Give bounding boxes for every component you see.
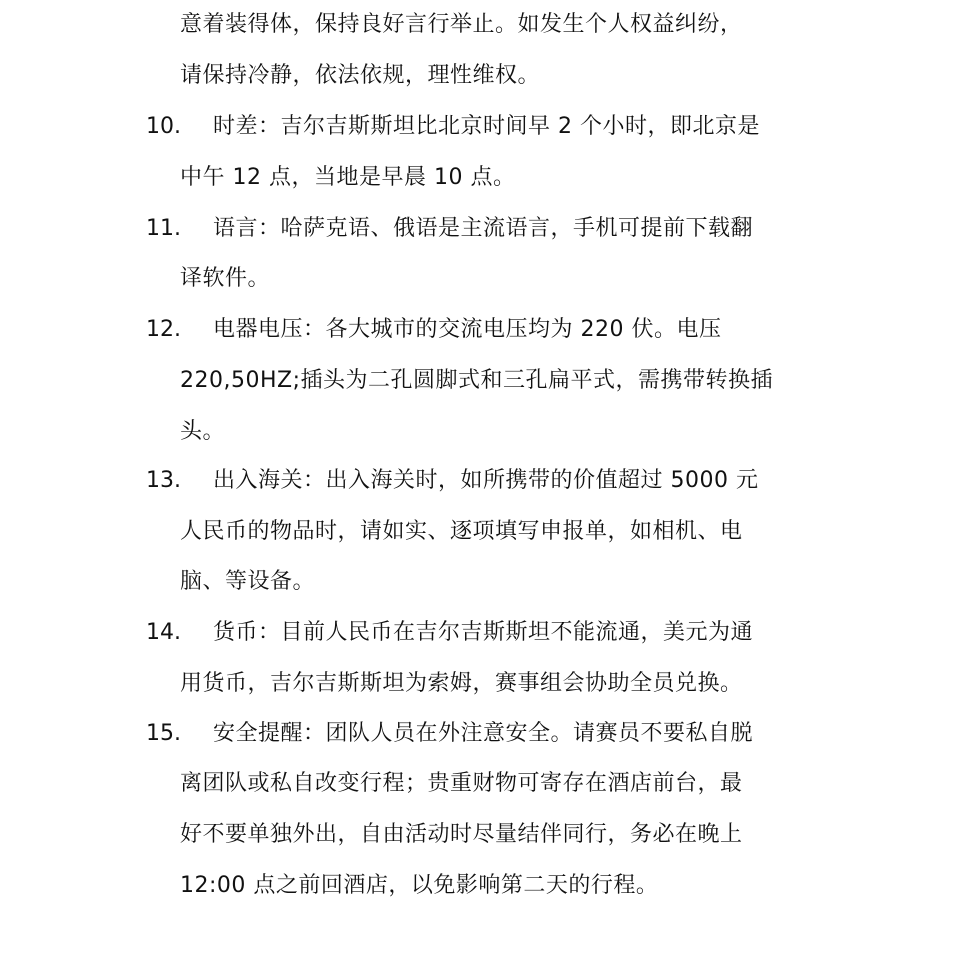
item-text-line: 出入海关：出入海关时，如所携带的价值超过 5000 元 [213, 468, 759, 493]
item-number: 15. [146, 721, 181, 746]
item-text-line: 好不要单独外出，自由活动时尽量结伴同行，务必在晚上 [180, 822, 743, 847]
item-number: 11. [146, 216, 181, 241]
continuation-line: 请保持冷静，依法依规，理性维权。 [180, 63, 541, 88]
item-text-line: 译软件。 [180, 266, 271, 291]
item-text-line: 220,50HZ;插头为二孔圆脚式和三孔扁平式，需携带转换插 [180, 368, 774, 393]
continuation-line: 意着装得体，保持良好言行举止。如发生个人权益纠纷， [180, 12, 743, 37]
item-text-line: 脑、等设备。 [180, 569, 316, 594]
item-text-line: 12:00 点之前回酒店，以免影响第二天的行程。 [180, 873, 659, 898]
item-text-line: 用货币，吉尔吉斯斯坦为索姆，赛事组会协助全员兑换。 [180, 671, 743, 696]
item-number: 14. [146, 620, 181, 645]
item-text-line: 电器电压：各大城市的交流电压均为 220 伏。电压 [213, 317, 722, 342]
item-text-line: 中午 12 点，当地是早晨 10 点。 [180, 165, 516, 190]
item-text-line: 安全提醒：团队人员在外注意安全。请赛员不要私自脱 [213, 721, 754, 746]
item-text-line: 时差：吉尔吉斯斯坦比北京时间早 2 个小时，即北京是 [213, 114, 760, 139]
item-text-line: 人民币的物品时，请如实、逐项填写申报单，如相机、电 [180, 519, 743, 544]
item-number: 10. [146, 114, 181, 139]
item-number: 13. [146, 468, 181, 493]
item-text-line: 语言：哈萨克语、俄语是主流语言，手机可提前下载翻 [213, 216, 754, 241]
item-number: 12. [146, 317, 181, 342]
item-text-line: 离团队或私自改变行程；贵重财物可寄存在酒店前台，最 [180, 771, 743, 796]
item-text-line: 头。 [180, 419, 226, 444]
item-text-line: 货币：目前人民币在吉尔吉斯斯坦不能流通，美元为通 [213, 620, 754, 645]
